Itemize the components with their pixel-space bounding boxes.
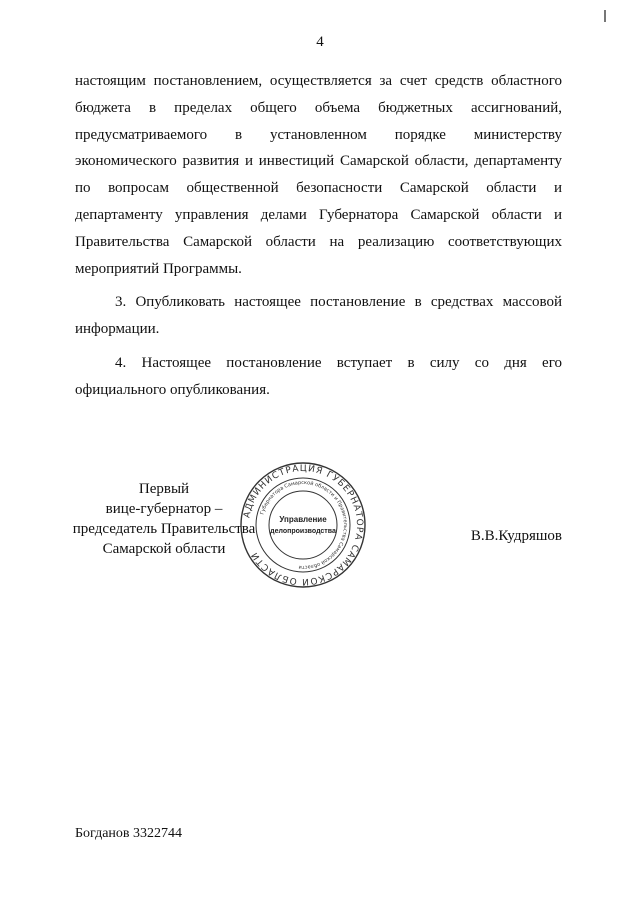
stamp-center-line-2: делопроизводства xyxy=(270,528,336,535)
page-number: 4 xyxy=(316,34,324,50)
text-line: бюджета в пределах общего объема бюджетных ассигнований, xyxy=(75,99,562,116)
stamp-outer-text: АДМИНИСТРАЦИЯ ГУБЕРНАТОРА САМАРСКОЙ ОБЛАСТИ xyxy=(242,463,365,587)
item-4-line: официального опубликования. xyxy=(75,381,270,398)
text-line: по вопросам общественной безопасности Самарской области и xyxy=(75,180,562,197)
stamp-inner-ring xyxy=(269,491,337,559)
executor-note: Богданов 3322744 xyxy=(75,826,183,841)
signer-name: В.В.Кудряшов xyxy=(470,528,562,544)
signatory-line: Самарской области xyxy=(102,541,226,557)
signatory-line: вице-губернатор – xyxy=(105,501,223,517)
document-body xyxy=(75,68,562,404)
item-3-line: информации. xyxy=(75,321,160,338)
signatory-line: Первый xyxy=(138,481,190,497)
stamp-middle-text: Губернатора Самарской области и Правительства Самарской области xyxy=(259,479,349,571)
text-line: Правительства Самарской области на реализацию соответствующих xyxy=(75,233,562,250)
item-3-line: 3. Опубликовать настоящее постановление в средствах массовой xyxy=(115,294,562,311)
signatory-title xyxy=(60,479,268,559)
text-line: мероприятий Программы. xyxy=(75,260,242,277)
text-line: настоящим постановлением, осуществляется за счет средств областного xyxy=(75,73,562,89)
item-4-line: 4. Настоящее постановление вступает в силу со дня его xyxy=(115,354,562,371)
text-line: предусматриваемого в установленном порядке министерству xyxy=(75,126,562,143)
text-line: департаменту управления делами Губернатора Самарской области и xyxy=(75,206,562,223)
official-stamp xyxy=(238,460,368,590)
text-line: экономического развития и инвестиций Самарской области, департаменту xyxy=(75,153,562,170)
stamp-center-line-1: Управление xyxy=(279,515,327,524)
signatory-line: председатель Правительства xyxy=(72,521,256,537)
scan-mark xyxy=(604,10,606,22)
stamp-middle-ring xyxy=(256,478,350,572)
